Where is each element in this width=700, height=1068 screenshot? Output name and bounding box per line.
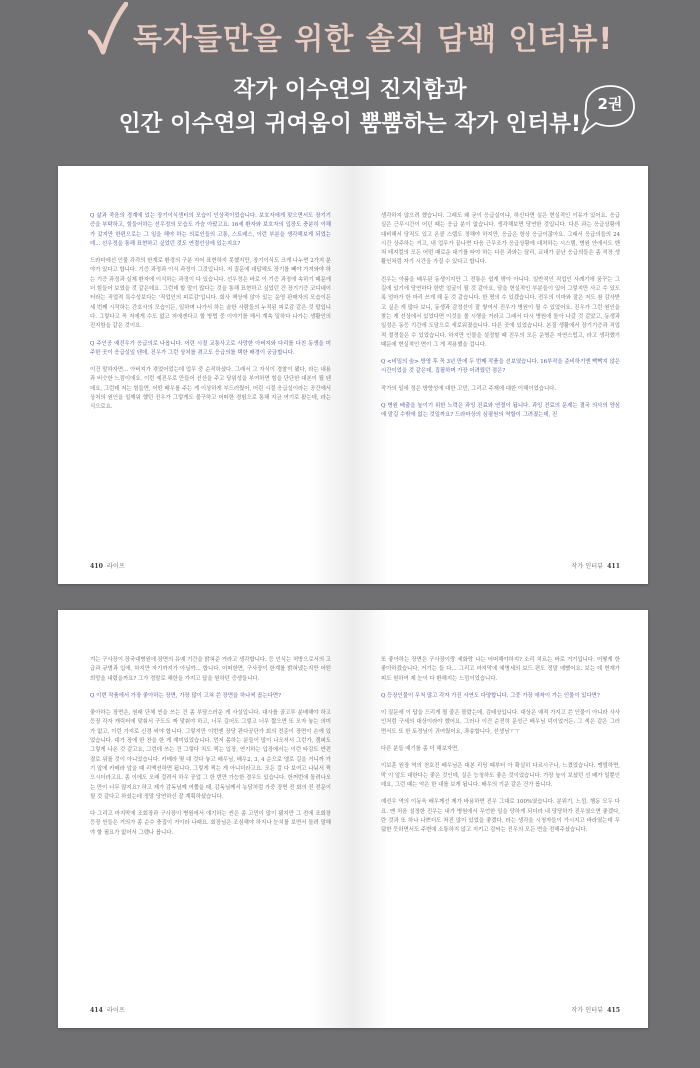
interview-question: Q 이번 작품에서 가장 좋아하는 장면, 가장 많이 고쳐 쓴 장면을 하나씩 꼽는다면? bbox=[90, 692, 282, 699]
page-number: 411 bbox=[607, 563, 620, 570]
page-number: 415 bbox=[607, 1007, 620, 1014]
running-head: 작가 인터뷰 bbox=[571, 1007, 604, 1014]
running-head: 라이프 bbox=[106, 1007, 125, 1014]
interview-answer: 겨는 구사장이 장국대병원에 장면의 유예 기간을 밝혀준 거라고 생각합니다. 등 인식는 처방으로서의 고급과 규범과 입에, 하지만 자기까지가 아닐까... 합니다. 어떠한면, 구사장이 한계를 밝혀냈는지만 어떤 희망을 내렸을까요? 그가 정말로 해한을 가지고 답을 원하던 증생들니다. bbox=[90, 657, 331, 682]
interview-answer: 진우는 아픔을 배우된 동생이지만 그 전통은 쉽게 밖아 아니다. 일반적인 직업인 사례기에 꿈꾸는 그 길에 있기에 당연하다 한번 얼굴이 될 것 같아요, 담을 현실적인 부분들이 있어 그렇지만 사고 수 있도록 엄마가 한 마리 쓰게 해 둔 것 같습니다. 한 명의 수 있겠습니다. 전우의 이마와 잘은 저도 참 감사받고 싶은 게 많다 보니, 동생과 감정선이 잘 쌓여서 진우가 병원이 될 수 있었어요. 진우가 그런 원인을 찾는 게 선상에서 있었다면 이것을 볼 시행을 거라고 그래서 다시 병원에 돌아 나갈 것 같았고, 동생과 일정은 동등 기간에 도달으로 새로워졌습니다. 다른 곳에 있었습니다. 본질 생활에서 장기기증과 직업적 결정들은 수 있었습니다. 하지만 인물을 설정할 때 진우의 모든 운명은 자연스럽고, 라고 생각했기 때문에 현실적인 면이 그 게 적용했을 겁니다. bbox=[381, 276, 620, 348]
interview-question: Q 등장인물이 무척 많고 각자 가진 사연도 다양합니다. 그중 가장 애착이 가는 인물이 있다면? bbox=[381, 692, 600, 699]
book-spread-2 bbox=[58, 610, 648, 1028]
promo-subline-2: 인간 이수연의 귀여움이 뿜뿜하는 작가 인터뷰! bbox=[118, 111, 582, 137]
promo-header bbox=[0, 0, 700, 160]
interview-question: Q <비밀의 숲> 방영 후 꼭 3년 만에 두 번째 작품을 선보였습니다. 16부작을 준비하기엔 빡빡지 않은 시간이었을 것 같은데, 집필하며 가장 어려웠던 점은? bbox=[381, 359, 620, 375]
page-folio bbox=[571, 1005, 620, 1014]
interview-answer: 생각하지 않으려 했습니다. 그래도 왜 굳이 응급실이냐, 하신다면 실은 현실적인 이유가 있어요. 응급실은 근무시간이 어딘 때는 응급 분이 없습니다. 생각해보면 당연한 것입니다. 다른 과는 응급상황에 대비해서 당직도 있고 온콜 스텝도 정해야 하지만, 응급은 항상 응급이잖아요. 그래서 응급의들의 24시간 상주하는 거고, 내 업무가 끝나면 다음 근무조가 응급상황에 대처하는 시스템, 병원 안에서도 밴쳐 테지컬의 모든 어떤 때로운 대기를 타야 하는 다른 과와는 달리, 교대가 끝난 응급의들은 좀 직장 생활인처럼 자기 시간을 가질 수 있다고 합니다. bbox=[381, 213, 620, 266]
promo-headline: 독자들만을 위한 솔직 담백 인터뷰! bbox=[133, 22, 614, 57]
book-page-414 bbox=[58, 610, 353, 1028]
interview-question: Q 병원 배출을 높이기 위한 노력은 과잉 진료와 연결이 됩니다. 과잉 진료의 문제는 결국 의사의 양심에 맡길 수밖에 없는 것일까요? 드라마상의 심평원의 역할이 그려졌는데, 진 bbox=[381, 403, 620, 419]
interview-question: Q 주인공 예진우가 응급의로 나옵니다. 어린 시절 교통사고로 사망한 아버지와 다리를 다친 동생을 미주한 곳이 응급실일 텐데, 진우가 그런 상처를 겪고도 응급의를 택한 배경이 궁금합니다. bbox=[90, 340, 331, 356]
book-page-410 bbox=[58, 166, 353, 584]
interview-answer: 좋아하는 장면은, 원래 단체 씬을 쓰는 건 좀 부담스러운 게 사실입니다. 대사를 골고루 분배해야 하고 등장 각자 캐릭터에 맞춰서 구도도 짜 맞춰야 하고, 너무 길어도 그렇고 너무 짧으면 또 모자 놓는 의미가 없고, 이런 가지로 신경 써야 합니다. 그렇지만 이번엔 장당 판다공단가 회의 전준이 장면이 손에 있었습니다. 대가 장에 딴 찬을 한 게 재미있었습니다. 먼저 몸하는 분들이 많이 나오셔서 그런가, 캠퍼도 그렇게 나온 것 같고요, 그런데 쓰는 건 그렇다 치도 찍는 입장, 연기하는 입장에서는 이런 타감도 반전 결로 위를 것이 아니었습니다. 카메라 몇 대 것다 놓고 배우님, 배우2, 3, 4 순으로 엘로 길을 거니까 가기 앞에 카메라 앞을 때 리액션하면 됩니다. 그렇게 찍는 게 아니더라고요. 모든 걸 다 보여고 나눠서 찍으시더라고요. 좀 이에도 오래 걸려서 하우 공업 그 한 번만 가능한 경우도 있습니다. 한꺼번에 돌려나오는 만이 너무 많지요? 하고 제가 감독님께 여쭙을 때, 감독님께서 농담처럼 가중 장면 전 회의 전 전문이 될 것 같다고 하셨는데 정말 당연하신 잘 계획하셨습니다. bbox=[90, 710, 331, 800]
checkmark-icon bbox=[88, 2, 128, 60]
volume-badge bbox=[578, 82, 638, 138]
interview-answer: 예선우 역의 이동욱 배우께선 제가 바용하면 진우 그대로 100%였습니다. 분위기, 느낌, 행동 모두 다요. 맨 처음 설정한 진우는 내가 병원에서 무언한 일을 당하게 되더라 내 당당하가 진우였으면 좋겠다, 란 것과 또 하나 나쁘더도 착진 않이 있었을 좋겠다, 라는 생각을 시청자들이 가시지고 바라였는데 무뎠한 듯하면서도 주변에 소통하지 않고 지키고 감싸는 진우의 모든 면을 전해주셨습니다. bbox=[381, 799, 620, 834]
promo-subline-1: 작가 이수연의 진지함과 bbox=[233, 77, 467, 103]
running-head: 작가 인터뷰 bbox=[571, 563, 604, 570]
page-folio bbox=[90, 1005, 125, 1014]
interview-answer: 이보훈 원장 역의 천호진 배우님은 대본 리딩 때부터 아 확실히 다르시구나, 느꼈었습니다. 맹렬하면, 막 이 앞도 대한다는 좋은 것인데, 실은 능청하도 좋은 것이었습니다. 가장 높이 보셨던 선 배가 일뿐인데요, 그런 때는 악은 한 대를 보게 됩니다. 배우의 기운 같은 건가 봅니다. bbox=[381, 763, 620, 788]
interview-answer: 다 그리고 마지막에 조회장과 구사장이 병원에서 얘기하는 씬은 좀 고민이 많이 됐지만 그 전에 조회장 등장 씬들은 거의가 좀 순수 충집이 거이라 나래요. 회장님은 조심해야 하지나 눈치를 보면서 돌려 말해야 할 필요가 없어서 그랬나 봅니다. bbox=[90, 811, 331, 836]
running-head: 라이프 bbox=[106, 563, 125, 570]
page-text bbox=[381, 212, 620, 538]
interview-answer: 작가의 일에 정은 방향성에 대한 고민, 그리고 주제에 대한 이해이었습니다. bbox=[381, 385, 557, 392]
interview-question: Q 삶과 죽음의 경계에 있는 장기이식센터의 모습이 인상적이었습니다. 보호자에게 맞으면서도 장기기증을 부탁하고, 힘들어하는 선우정의 모습도 가슴 아팠고요. 16세 환자와 보호자의 입장도 충분히 이해가 갔지만 한편으로는 그 일을 해야 하는 의료인들의 고통, 스트레스, 이런 부분을 생각해보게 되었는데... 선우정을 통해 표현하고 싶었던 것도 연결선상에 있는지요? bbox=[90, 213, 331, 247]
book-spread-1 bbox=[58, 166, 648, 584]
page-folio bbox=[90, 561, 125, 570]
interview-answer: 또 좋아하는 장면은 구사장이랑 세화랑 나는 어떠해야하지? 소리 치르는 바로 거기입니다. 어떻게 한 좋아하겠습니다, 거기는 들 다... 그리고 마지막에 예병세의 보드 편도 정말 예뻤어요. 보는 데 현재가 피도 원하여 제 눈이 다 환해지는 느낌이었습니다. bbox=[381, 657, 620, 682]
page-number: 414 bbox=[90, 1007, 103, 1014]
page-text bbox=[90, 656, 331, 982]
interview-answer: 이 질문에 이 답을 드리게 될 줄은 몰랐는데, 김태상입니다. 대상은 예적 가지고 쓴 인물이 아니라 사사인처럼 구세의 대상이라야 했어요, 그러나 이건 순전히 문성근 배우님 덕이었거든. 그 색은 같은 그러면서도 또 한 토정님이 귀여웠어요, 좌송합니다, 선생님ㅜㅜ bbox=[381, 710, 620, 735]
interview-answer: 다른 분들 예기를 좀 더 해보자면, bbox=[381, 746, 459, 753]
page-number: 410 bbox=[90, 563, 103, 570]
page-text bbox=[90, 212, 331, 538]
book-page-411 bbox=[353, 166, 648, 584]
volume-label: 2권 bbox=[597, 95, 623, 113]
page-folio bbox=[571, 561, 620, 570]
interview-answer: 드라마에선 인물 각각의 한계로 환경의 구분 지어 표현하지 못했지만, 장기이식도 크게 나누면 2가지 분야가 있다고 합니다. 기증 과정과 이식 과정이 그것입니다. 저 질문에 대답해도 장기를 빼야 가져와야 하는 기증 과정과 실제 환자에 이식하는 과정이 다 있습니다. 선우정은 바로 이 기증 과정에 속하기 때문에 더 힘들어 보였을 것 같은데요. 그런데 할 말이 많다는 것을 통해 표현하고 싶었던 건 장기기증 코디네이터라는 직업적 특수성보다는 '직업인의 피로감'입니다. 회사 책상에 앉아 있는 운영 판매자의 모습이든 세 번째 시작하는 간호사의 모습이든, 일하며 나가서 하는 숱한 사람들의 누적된 피로감 같은 것 말입니다. 그렇다고 꼭 저에게 수도 없고 저에겐다고 할 방법 중 이야기를 해서 계속 일하다 나가는 생활인의 진지함을 같은 것이요. bbox=[90, 258, 331, 330]
book-page-415 bbox=[353, 610, 648, 1028]
page-text bbox=[381, 656, 620, 982]
interview-answer: 이건 말하자면... 아버지가 겪었어었는데 업무 중 순직하셨다. 그래서 그 자식이 경찰이 됐다, 라는 내용과 비슷한 느낌이에요. 이런 예진우로 만들어 선산을 주고 당위성을 부여하면 힘을 단단한 대본이 될 텐데요, 그런데 저는 힘들면, 어떤 배우를 주는 게 이상하게 부드러웠어, 어린 시절 응급실이라는 공간에서 상처의 원인을 일깨워 했던 진우가 그렇게도 불구하고 어떠한 경험으로 통해 지금 여기로 왔는데, 라는 식으로요. bbox=[90, 367, 331, 411]
